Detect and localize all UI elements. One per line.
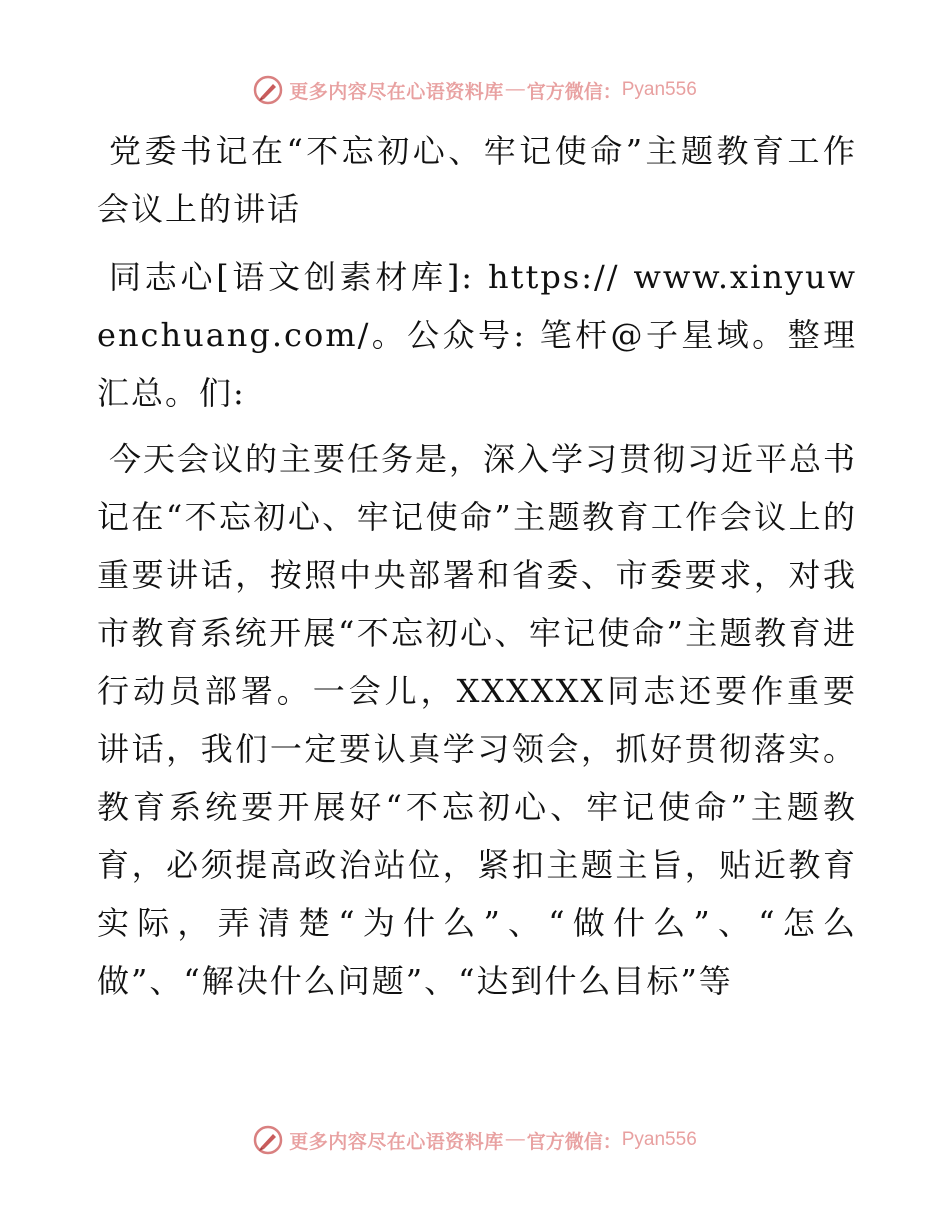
banner-wechat-label: 官方微信： xyxy=(526,80,622,103)
banner-site-text: 更多内容尽在心语资料库 xyxy=(289,80,504,103)
banner-site-text: 更多内容尽在心语资料库 xyxy=(289,1130,504,1153)
quill-pen-icon xyxy=(253,1125,283,1155)
document-title: 党委书记在“不忘初心、牢记使命”主题教育工作会议上的讲话 xyxy=(97,132,857,228)
footer-banner xyxy=(0,1120,950,1160)
banner-dash: — xyxy=(505,79,525,100)
document-paragraph: 今天会议的主要任务是，深入学习贯彻习近平总书记在“不忘初心、牢记使命”主题教育工作会议上的重要讲话，按照中央部署和省委、市委要求，对我市教育系统开展“不忘初心、牢记使命”主题教育进行动员部署。一会儿，XXXXXX同志还要作重要讲话，我们一定要认真学习领会，抓好贯彻落实。教育系统要开展好“不忘初心、牢记使命”主题教育，必须提高政治站位，紧扣主题主旨，贴近教育实际，弄清楚“为什么”、“做什么”、“怎么做”、“解决什么问题”、“达到什么目标”等 xyxy=(97,440,858,1000)
document-body xyxy=(97,122,857,1018)
header-banner xyxy=(0,70,950,110)
quill-pen-icon xyxy=(253,75,283,105)
banner-wechat-id: Pyan556 xyxy=(621,1129,697,1150)
banner-wechat-id: Pyan556 xyxy=(621,79,697,100)
document-greeting: 同志心[语文创素材库]: https:// www.xinyuwenchuang.com/。公众号: 笔杆@子星域。整理汇总。们: xyxy=(97,258,857,412)
banner-dash: — xyxy=(505,1129,525,1150)
banner-wechat-label: 官方微信： xyxy=(526,1130,622,1153)
